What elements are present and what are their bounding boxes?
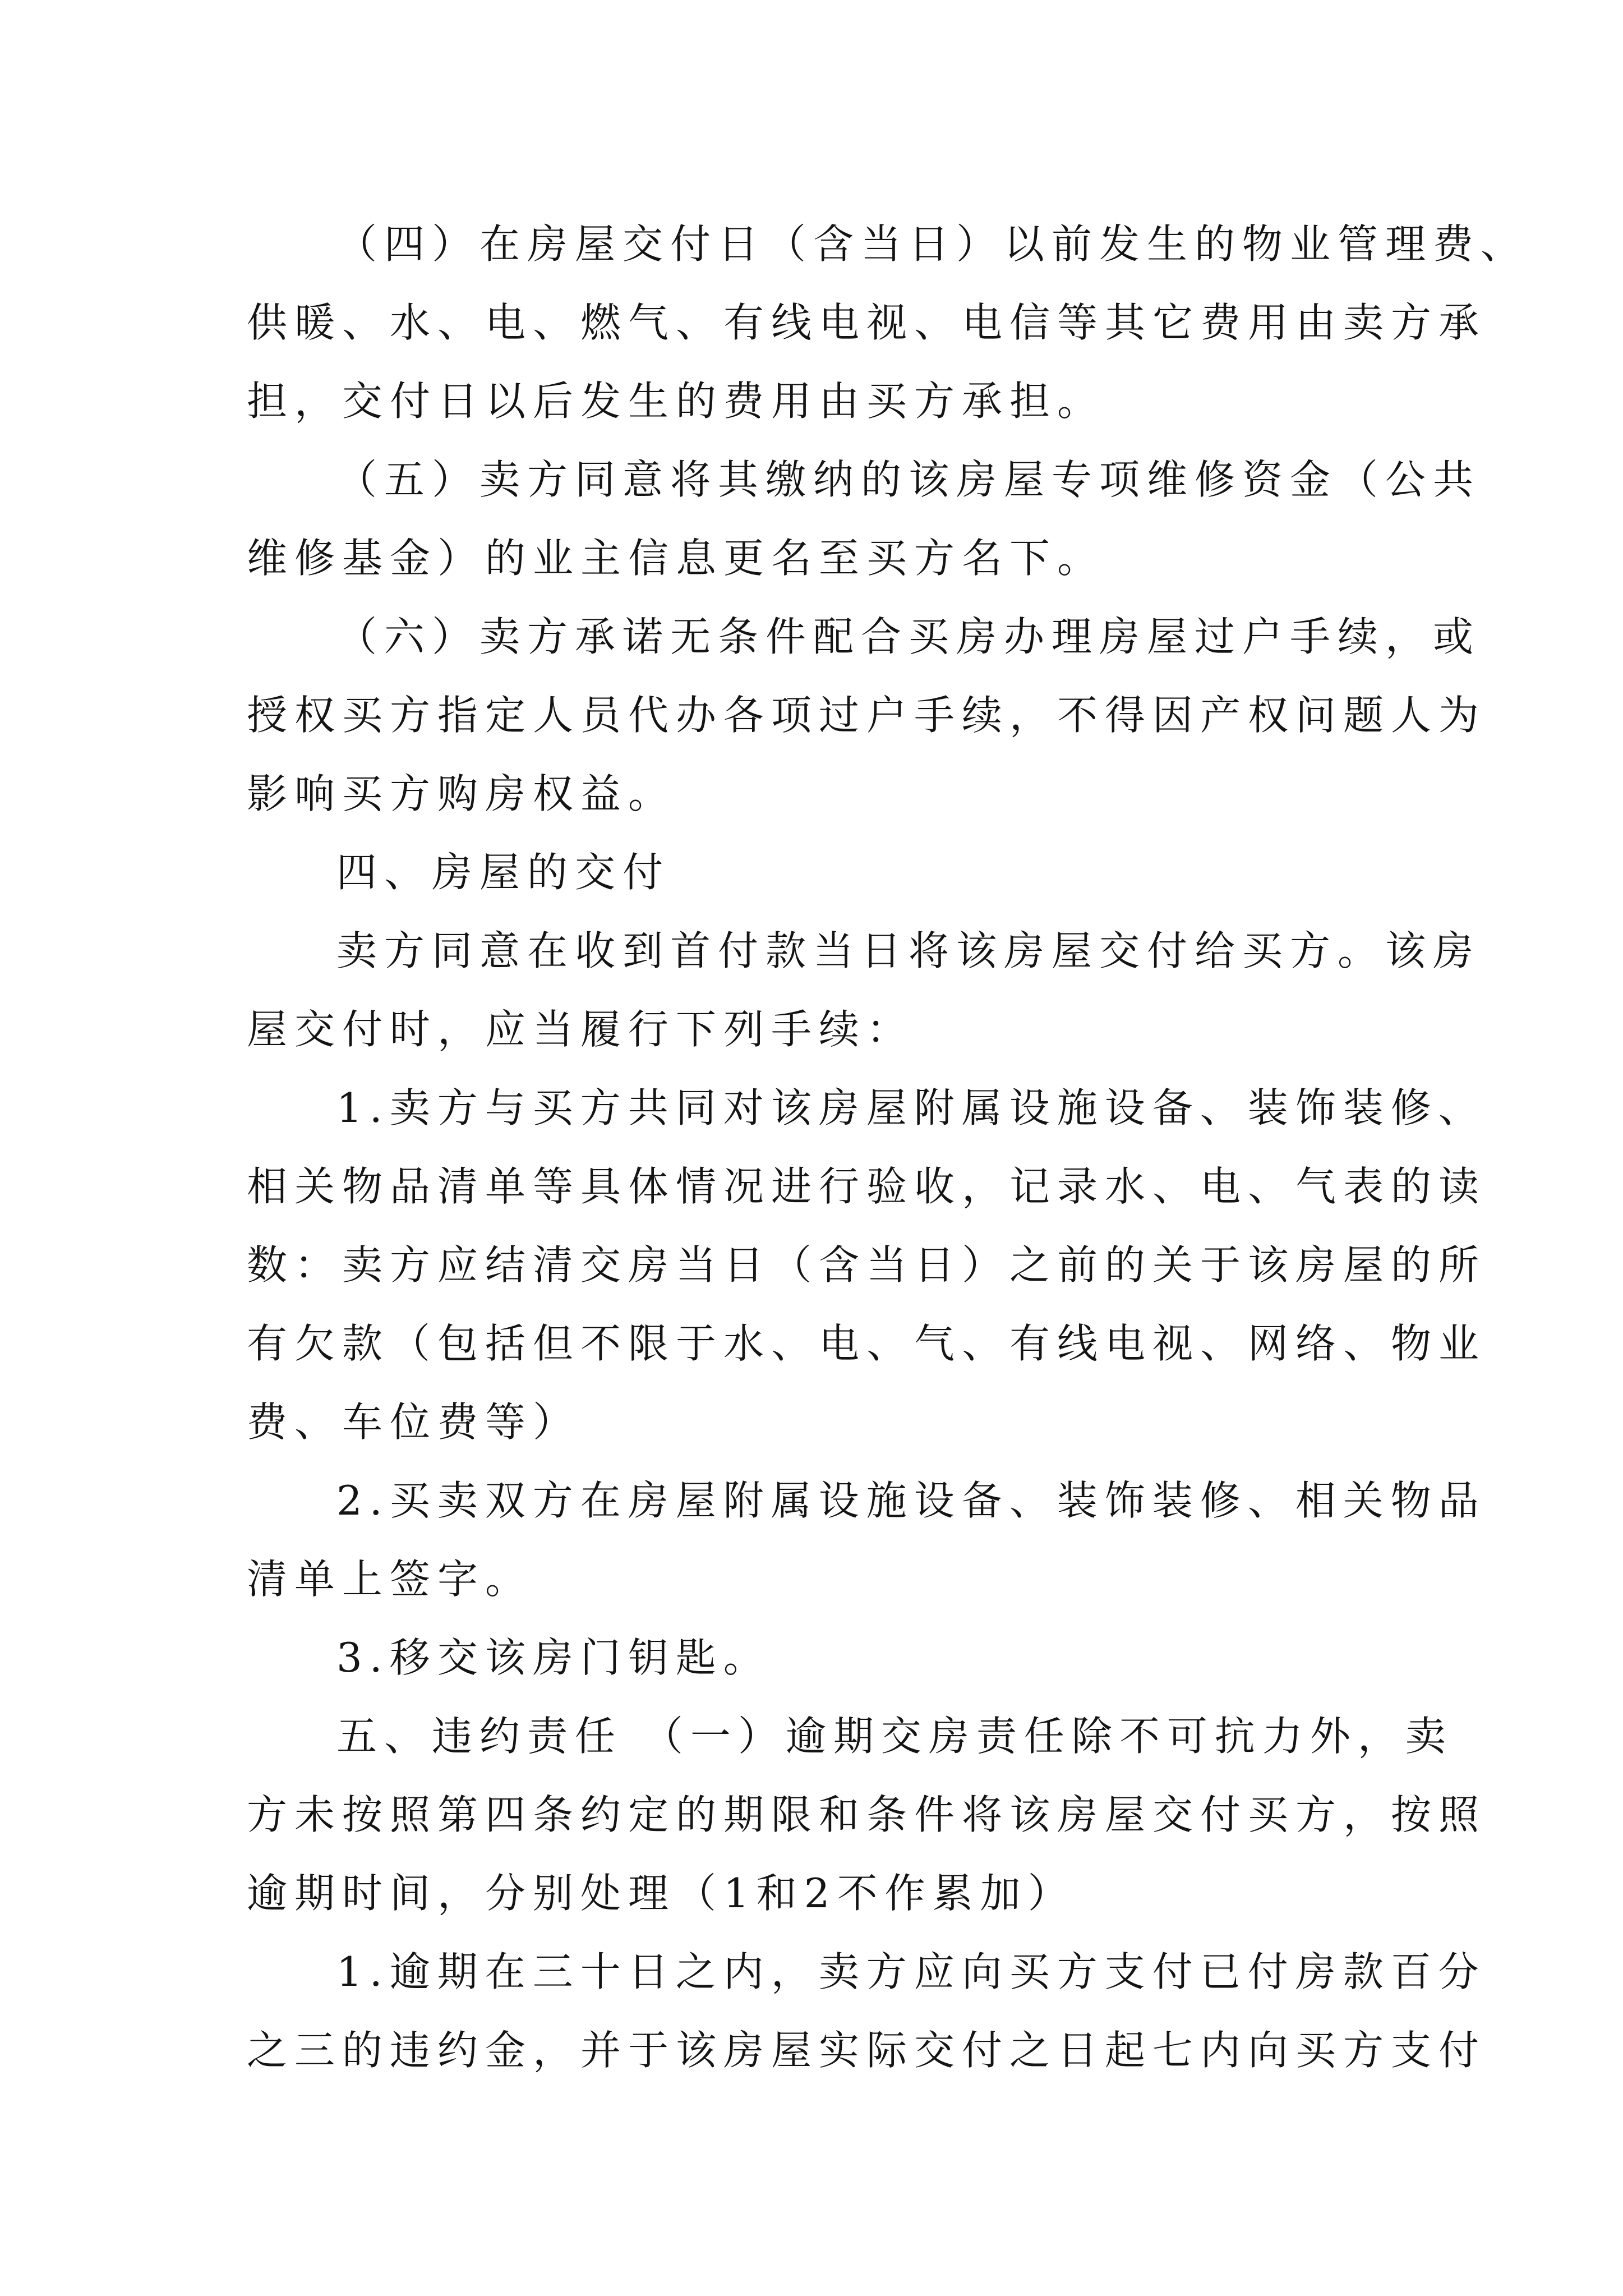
paragraph-line: 1.逾期在三十日之内，卖方应向买方支付已付房款百分 xyxy=(336,1948,1486,1995)
paragraph-line: 3.移交该房门钥匙。 xyxy=(336,1634,771,1681)
paragraph-line: 数：卖方应结清交房当日（含当日）之前的关于该房屋的所 xyxy=(247,1241,1487,1289)
paragraph-line: （五）卖方同意将其缴纳的该房屋专项维修资金（公共 xyxy=(336,456,1481,503)
paragraph-line: 逾期时间，分别处理（1和2不作累加） xyxy=(247,1870,1076,1917)
paragraph-line: 有欠款（包括但不限于水、电、气、有线电视、网络、物业 xyxy=(247,1320,1487,1367)
paragraph-line: 之三的违约金，并于该房屋实际交付之日起七内向买方支付 xyxy=(247,2027,1487,2074)
paragraph-line: 维修基金）的业主信息更名至买方名下。 xyxy=(247,535,1105,582)
paragraph-line: 2.买卖双方在房屋附属设施设备、装饰装修、相关物品 xyxy=(336,1477,1486,1524)
paragraph-line: 影响买方购房权益。 xyxy=(247,770,676,817)
section-heading: 四、房屋的交付 xyxy=(336,849,671,896)
paragraph-line: 方未按照第四条约定的期限和条件将该房屋交付买方，按照 xyxy=(247,1791,1487,1838)
contract-text-body xyxy=(247,205,1529,2090)
paragraph-line: 清单上签字。 xyxy=(247,1556,533,1603)
paragraph-line: 1.卖方与买方共同对该房屋附属设施设备、装饰装修、 xyxy=(336,1084,1486,1131)
paragraph-line: （四）在房屋交付日（含当日）以前发生的物业管理费、 xyxy=(336,220,1529,268)
paragraph-line: 屋交付时，应当履行下列手续： xyxy=(247,1006,915,1053)
section-heading: 五、违约责任 （一）逾期交房责任除不可抗力外，卖 xyxy=(336,1713,1453,1760)
paragraph-line: 授权买方指定人员代办各项过户手续，不得因产权问题人为 xyxy=(247,692,1487,739)
paragraph-line: 相关物品清单等具体情况进行验收，记录水、电、气表的读 xyxy=(247,1163,1487,1210)
paragraph-line: （六）卖方承诺无条件配合买房办理房屋过户手续，或 xyxy=(336,613,1481,660)
paragraph-line: 供暖、水、电、燃气、有线电视、电信等其它费用由卖方承 xyxy=(247,299,1487,346)
paragraph-line: 卖方同意在收到首付款当日将该房屋交付给买方。该房 xyxy=(336,927,1481,974)
paragraph-line: 费、车位费等） xyxy=(247,1398,581,1446)
paragraph-line: 担，交付日以后发生的费用由买方承担。 xyxy=(247,378,1105,425)
